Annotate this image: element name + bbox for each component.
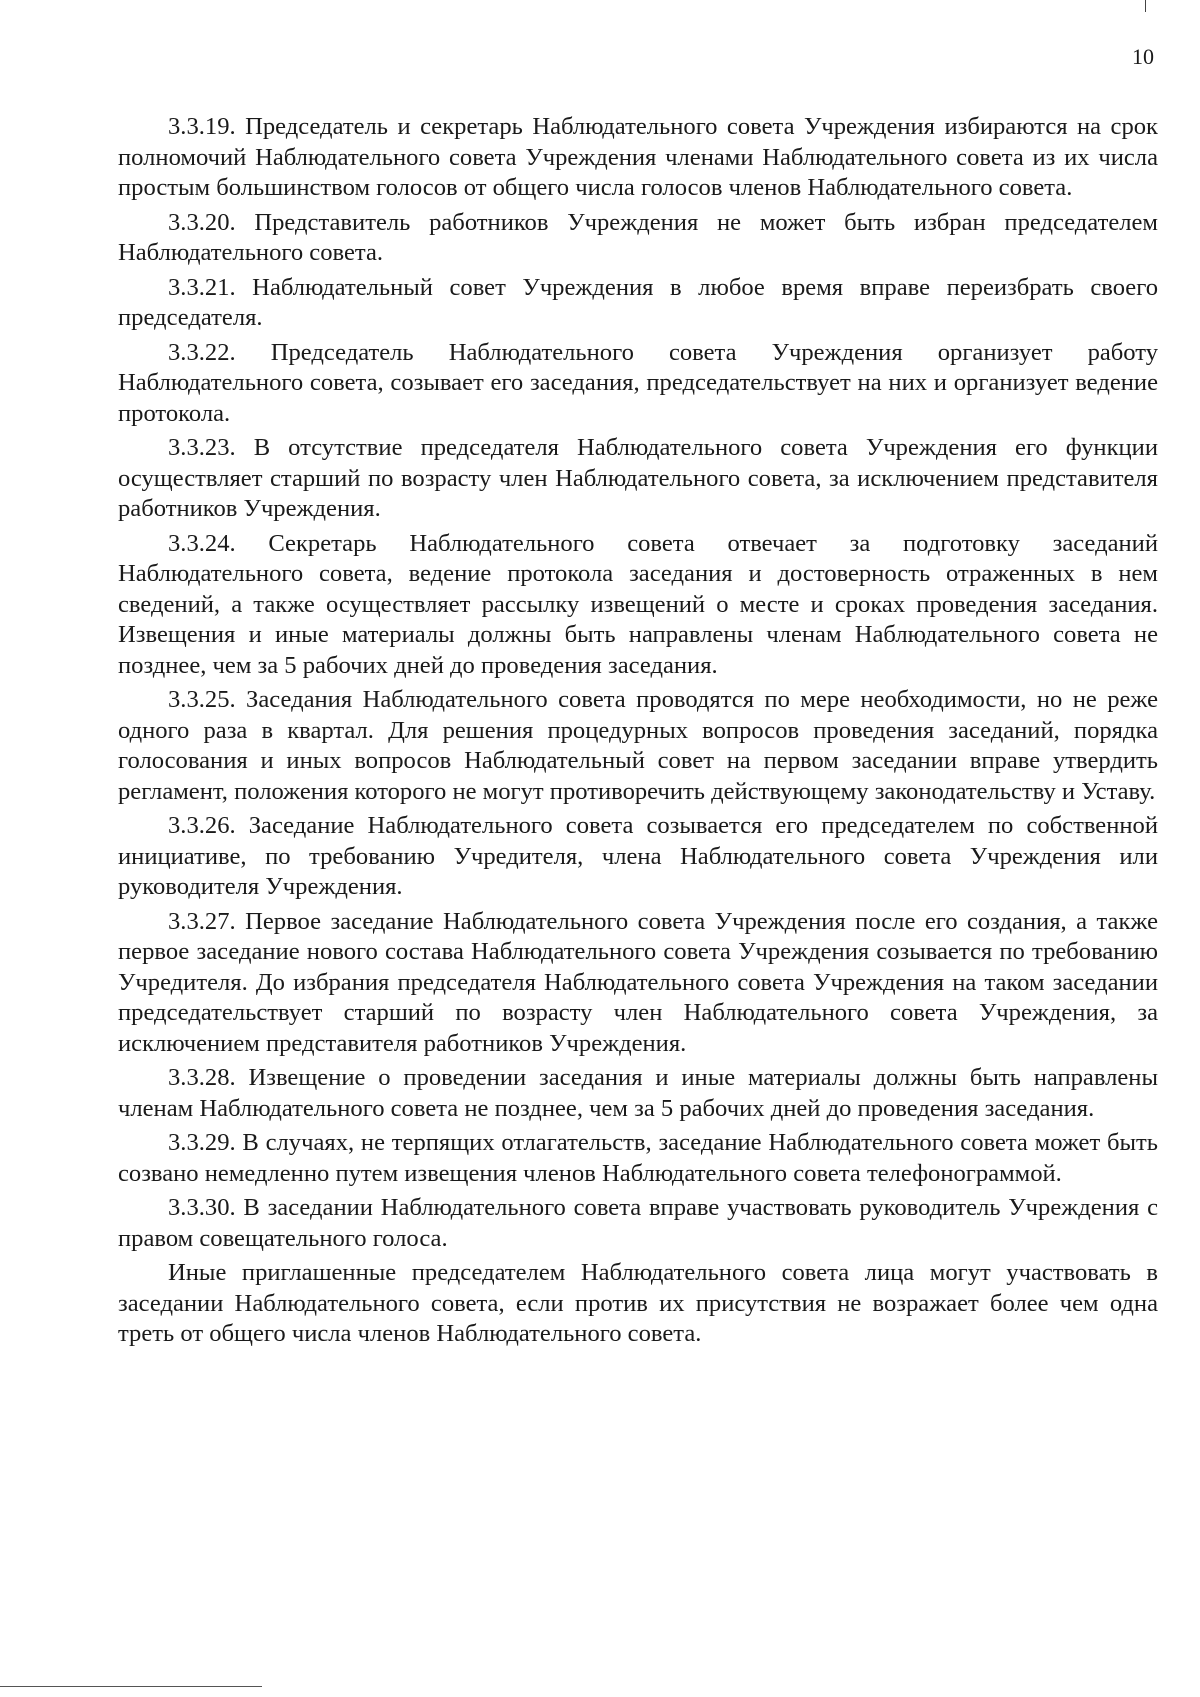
paragraph-3-3-24: 3.3.24. Секретарь Наблюдательного совета отвечает за подготовку заседаний Наблюдательного совета, ведение протокола заседания и достоверность отраженных в нем сведений, а также осуществляет рассылку извещений о месте и сроках проведения заседания. Извещения и иные материалы должны быть направлены членам Наблюдательного совета не позднее, чем за 5 рабочих дней до проведения заседания. [118,529,1158,679]
paragraph-3-3-28: 3.3.28. Извещение о проведении заседания и иные материалы должны быть направлены членам Наблюдательного совета не позднее, чем за 5 рабочих дней до проведения заседания. [118,1064,1158,1122]
paragraph-3-3-23: 3.3.23. В отсутствие председателя Наблюдательного совета Учреждения его функции осуществляет старший по возрасту член Наблюдательного совета, за исключением представителя работников Учреждения. [118,434,1158,522]
paragraph-3-3-30: 3.3.30. В заседании Наблюдательного совета вправе участвовать руководитель Учреждения с правом совещательного голоса. [118,1194,1158,1252]
paragraph-3-3-19: 3.3.19. Председатель и секретарь Наблюдательного совета Учреждения избираются на срок полномочий Наблюдательного совета Учреждения членами Наблюдательного совета из их числа простым большинством голосов от общего числа голосов членов Наблюдательного совета. [118,113,1158,201]
paragraph-3-3-26: 3.3.26. Заседание Наблюдательного совета созывается его председателем по собственной инициативе, по требованию Учредителя, члена Наблюдательного совета Учреждения или руководителя Учреждения. [118,812,1158,900]
paragraph-invited-persons: Иные приглашенные председателем Наблюдательного совета лица могут участвовать в заседании Наблюдательного совета, если против их присутствия не возражает более чем одна треть от общего числа членов Наблюдательного совета. [118,1259,1158,1347]
scan-corner-mark [1145,0,1146,12]
paragraph-3-3-21: 3.3.21. Наблюдательный совет Учреждения в любое время вправе переизбрать своего председателя. [118,273,1158,331]
paragraph-3-3-29: 3.3.29. В случаях, не терпящих отлагательств, заседание Наблюдательного совета может быть созвано немедленно путем извещения членов Наблюдательного совета телефонограммой. [118,1129,1158,1187]
paragraph-3-3-20: 3.3.20. Представитель работников Учреждения не может быть избран председателем Наблюдательного совета. [118,208,1158,266]
scan-edge-line [0,1686,262,1687]
page-number: 10 [1132,44,1154,69]
paragraph-3-3-25: 3.3.25. Заседания Наблюдательного совета проводятся по мере необходимости, но не реже одного раза в квартал. Для решения процедурных вопросов проведения заседаний, порядка голосования и иных вопросов Наблюдательный совет на первом заседании вправе утвердить регламент, положения которого не могут противоречить действующему законодательству и Уставу. [118,686,1158,805]
paragraph-3-3-22: 3.3.22. Председатель Наблюдательного совета Учреждения организует работу Наблюдательного совета, созывает его заседания, председательствует на них и организует ведение протокола. [118,338,1158,427]
paragraph-3-3-27: 3.3.27. Первое заседание Наблюдательного совета Учреждения после его создания, а также первое заседание нового состава Наблюдательного совета Учреждения созывается по требованию Учредителя. До избрания председателя Наблюдательного совета Учреждения на таком заседании председательствует старший по возрасту член Наблюдательного совета Учреждения, за исключением представителя работников Учреждения. [118,907,1158,1057]
document-body [118,112,1158,1354]
